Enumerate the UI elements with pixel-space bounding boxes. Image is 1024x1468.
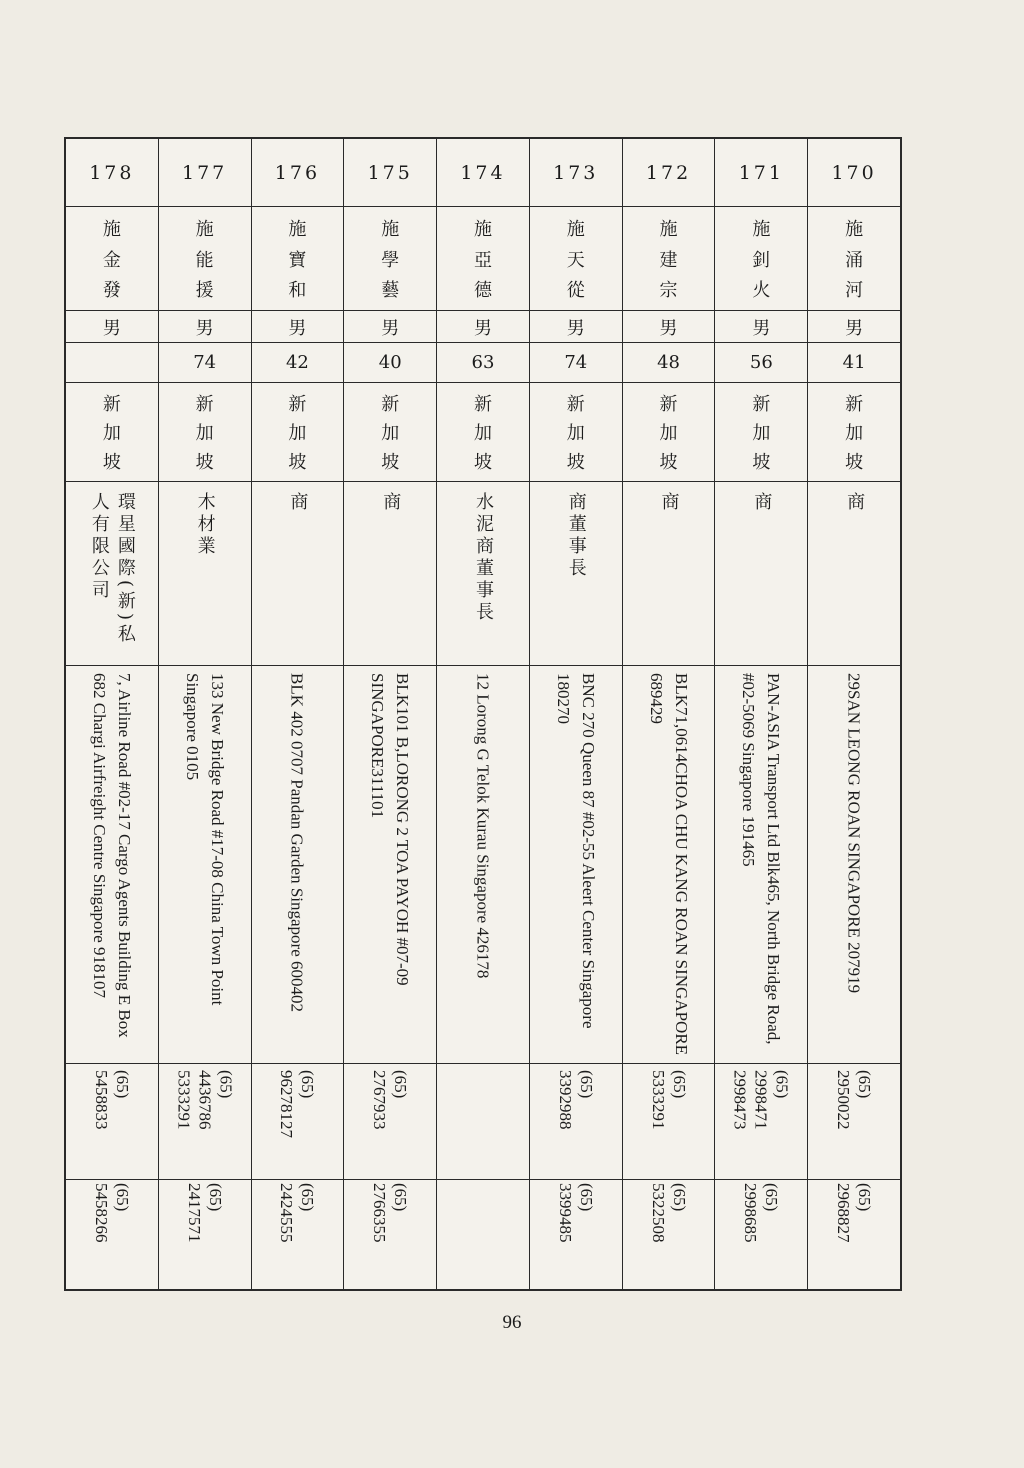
- name-cell: [808, 207, 900, 311]
- age-cell: [623, 343, 715, 383]
- nationality-char: 新: [659, 394, 678, 415]
- occupation: 商: [751, 492, 773, 514]
- occupation: 商: [380, 492, 402, 514]
- name-char: 亞: [473, 249, 492, 271]
- nationality-char: 坡: [288, 452, 307, 473]
- record-number: 176: [274, 161, 321, 184]
- name-char: 寶: [288, 249, 307, 271]
- phone: (65) 5333291: [648, 1069, 689, 1129]
- name-char: 能: [195, 249, 214, 271]
- nationality-char: 加: [102, 423, 121, 444]
- nationality-cell: [808, 383, 900, 482]
- address-cell: [159, 666, 251, 1064]
- sex-cell: [159, 311, 251, 343]
- nationality-char: 坡: [659, 452, 678, 473]
- record-number-cell: [252, 139, 344, 207]
- address: 12 Lorong G Telok Kurau Singapore 426178: [473, 672, 493, 978]
- phone: (65) 5458833: [91, 1069, 132, 1129]
- record-column: [529, 139, 622, 1289]
- nationality-cell: [530, 383, 622, 482]
- record-column: [807, 139, 900, 1289]
- fax-cell: [623, 1180, 715, 1289]
- address-cell: [252, 666, 344, 1064]
- address: BLK71,0614CHOA CHU KANG ROAN SINGAPORE 689429: [646, 672, 691, 1055]
- record-number-cell: [715, 139, 807, 207]
- sex: 男: [102, 317, 121, 339]
- nationality-cell: [715, 383, 807, 482]
- record-number-cell: [344, 139, 436, 207]
- record-column: [343, 139, 436, 1289]
- name-char: 藝: [381, 279, 400, 301]
- address: 7, Airline Road #02-17 Cargo Agents Building E Box 682 Chargi Airfreight Centre Singapore 918107: [89, 672, 134, 1038]
- name-char: 河: [845, 279, 864, 301]
- record-number-cell: [808, 139, 900, 207]
- name-cell: [66, 207, 158, 311]
- age-cell: [159, 343, 251, 383]
- fax: (65) 5322508: [648, 1182, 689, 1242]
- phone: (65) 2950022: [834, 1069, 875, 1129]
- occupation-cell: [344, 482, 436, 666]
- nationality-char: 新: [195, 394, 214, 415]
- nationality-char: 加: [845, 423, 864, 444]
- age: 40: [378, 352, 402, 373]
- name-cell: [159, 207, 251, 311]
- age-cell: [437, 343, 529, 383]
- record-number: 177: [182, 161, 228, 184]
- name-char: 發: [102, 279, 121, 301]
- address: PAN-ASIA Transport Ltd Blk465, North Bridge Road, #02-5069 Singapore 191465: [739, 672, 784, 1045]
- record-number: 175: [367, 161, 413, 184]
- sex-cell: [252, 311, 344, 343]
- name-char: 施: [195, 219, 214, 241]
- member-table: [64, 137, 902, 1291]
- phone-cell: [808, 1064, 900, 1180]
- occupation-cell: [252, 482, 344, 666]
- sex-cell: [344, 311, 436, 343]
- sex-cell: [623, 311, 715, 343]
- phone-cell: [715, 1064, 807, 1180]
- record-column: [66, 139, 158, 1289]
- nationality-cell: [159, 383, 251, 482]
- name-char: 涌: [845, 249, 864, 271]
- page-number: 96: [502, 1312, 522, 1333]
- phone-cell: [66, 1064, 158, 1180]
- nationality-char: 新: [102, 394, 121, 415]
- address-cell: [344, 666, 436, 1064]
- fax: (65) 3399485: [555, 1182, 596, 1242]
- fax-cell: [715, 1180, 807, 1289]
- nationality-cell: [66, 383, 158, 482]
- name-char: 施: [845, 219, 864, 241]
- address: BNC 270 Queen 87 #02-55 Aleert Center Singapore 180270: [553, 672, 598, 1029]
- fax: (65) 2968827: [834, 1182, 875, 1242]
- occupation: 水泥商董事長: [472, 492, 494, 624]
- nationality-char: 新: [566, 394, 585, 415]
- nationality-char: 加: [381, 423, 400, 444]
- nationality-char: 坡: [566, 452, 585, 473]
- name-cell: [437, 207, 529, 311]
- name-char: 建: [659, 249, 678, 271]
- occupation-cell: [530, 482, 622, 666]
- occupation: 商: [658, 492, 680, 514]
- occupation: 商: [844, 492, 866, 514]
- address-cell: [715, 666, 807, 1064]
- name-char: 施: [752, 219, 771, 241]
- record-number: 178: [89, 161, 135, 184]
- occupation-cell: [623, 482, 715, 666]
- name-char: 釗: [752, 249, 771, 271]
- age-cell: [530, 343, 622, 383]
- nationality-char: 加: [566, 423, 585, 444]
- name-char: 金: [102, 249, 121, 271]
- sex: 男: [381, 317, 400, 339]
- phone: (65) 96278127: [277, 1069, 318, 1138]
- age-cell: [66, 343, 158, 383]
- age: 42: [285, 352, 309, 373]
- record-number: 171: [738, 161, 784, 184]
- address-cell: [623, 666, 715, 1064]
- nationality-cell: [437, 383, 529, 482]
- nationality-char: 新: [752, 394, 771, 415]
- name-char: 施: [659, 219, 678, 241]
- record-column: [622, 139, 715, 1289]
- address-cell: [530, 666, 622, 1064]
- address-cell: [437, 666, 529, 1064]
- nationality-char: 加: [288, 423, 307, 444]
- phone: (65) 3392988: [555, 1069, 596, 1129]
- sex: 男: [566, 317, 585, 339]
- name-char: 施: [566, 219, 585, 241]
- record-number-cell: [437, 139, 529, 207]
- age: 63: [471, 352, 495, 373]
- name-char: 宗: [659, 279, 678, 301]
- nationality-char: 新: [288, 394, 307, 415]
- record-column: [436, 139, 529, 1289]
- fax-cell: [437, 1180, 529, 1289]
- fax: (65) 2766355: [370, 1182, 411, 1242]
- name-char: 援: [195, 279, 214, 301]
- record-number: 170: [831, 161, 877, 184]
- fax-cell: [530, 1180, 622, 1289]
- age: 74: [193, 352, 217, 373]
- phone-cell: [530, 1064, 622, 1180]
- nationality-cell: [344, 383, 436, 482]
- name-char: 施: [288, 219, 307, 241]
- phone: (65) 2998471 2998473: [730, 1069, 792, 1129]
- record-number: 173: [553, 161, 599, 184]
- name-char: 從: [566, 279, 585, 301]
- fax-cell: [808, 1180, 900, 1289]
- fax-cell: [159, 1180, 251, 1289]
- phone-cell: [344, 1064, 436, 1180]
- record-column: [158, 139, 251, 1289]
- phone-cell: [159, 1064, 251, 1180]
- address: BLK101 B,LORONG 2 TOA PAYOH #07-09 SINGAPORE311101: [368, 672, 413, 986]
- nationality-char: 坡: [752, 452, 771, 473]
- name-char: 和: [288, 279, 307, 301]
- name-char: 天: [566, 249, 585, 271]
- name-cell: [530, 207, 622, 311]
- record-number-cell: [623, 139, 715, 207]
- name-cell: [344, 207, 436, 311]
- name-cell: [252, 207, 344, 311]
- record-number-cell: [159, 139, 251, 207]
- fax: (65) 5458266: [91, 1182, 132, 1242]
- age-cell: [344, 343, 436, 383]
- nationality-cell: [623, 383, 715, 482]
- nationality-char: 坡: [845, 452, 864, 473]
- phone: (65) 2767933: [370, 1069, 411, 1129]
- age-cell: [252, 343, 344, 383]
- occupation: 商: [287, 492, 309, 514]
- sex: 男: [752, 317, 771, 339]
- nationality-char: 坡: [381, 452, 400, 473]
- occupation-cell: [159, 482, 251, 666]
- occupation-cell: [808, 482, 900, 666]
- address: 133 New Bridge Road #17-08 China Town Point Singapore 0105: [182, 672, 227, 1005]
- name-char: 施: [102, 219, 121, 241]
- occupation: 木材業: [194, 492, 216, 558]
- nationality-cell: [252, 383, 344, 482]
- sex-cell: [66, 311, 158, 343]
- nationality-char: 新: [473, 394, 492, 415]
- record-number: 174: [460, 161, 506, 184]
- fax: (65) 2424555: [277, 1182, 318, 1242]
- name-char: 施: [381, 219, 400, 241]
- phone-cell: [623, 1064, 715, 1180]
- name-cell: [715, 207, 807, 311]
- fax: (65) 2998685: [741, 1182, 782, 1242]
- sex-cell: [808, 311, 900, 343]
- nationality-char: 坡: [102, 452, 121, 473]
- address-cell: [808, 666, 900, 1064]
- record-number: 172: [645, 161, 692, 184]
- age: 41: [842, 352, 866, 373]
- name-char: 火: [752, 279, 771, 301]
- fax: (65) 2417571: [184, 1182, 225, 1242]
- sex: 男: [845, 317, 864, 339]
- address: BLK 402 0707 Pandan Garden Singapore 600402: [287, 672, 307, 1012]
- name-char: 學: [381, 249, 400, 271]
- record-column: [251, 139, 344, 1289]
- phone-cell: [437, 1064, 529, 1180]
- age: 56: [749, 352, 773, 373]
- name-char: 德: [473, 279, 492, 301]
- age-cell: [715, 343, 807, 383]
- nationality-char: 加: [752, 423, 771, 444]
- age: 74: [564, 352, 588, 373]
- nationality-char: 加: [659, 423, 678, 444]
- record-number-cell: [530, 139, 622, 207]
- sex: 男: [195, 317, 214, 339]
- sex: 男: [659, 317, 678, 339]
- occupation-cell: [66, 482, 158, 666]
- nationality-char: 新: [381, 394, 400, 415]
- nationality-char: 加: [473, 423, 492, 444]
- record-column: [714, 139, 807, 1289]
- age: 48: [657, 352, 680, 373]
- fax-cell: [252, 1180, 344, 1289]
- age-cell: [808, 343, 900, 383]
- phone: (65) 4436786 5333291: [174, 1069, 236, 1129]
- occupation: 環星國際(新)私人有限公司: [88, 492, 136, 647]
- nationality-char: 坡: [195, 452, 214, 473]
- name-char: 施: [473, 219, 492, 241]
- age: [66, 343, 158, 382]
- name-cell: [623, 207, 715, 311]
- phone-cell: [252, 1064, 344, 1180]
- address: 29SAN LEONG ROAN SINGAPORE 207919: [844, 672, 864, 993]
- nationality-char: 加: [195, 423, 214, 444]
- sex: 男: [288, 317, 307, 339]
- fax-cell: [344, 1180, 436, 1289]
- fax-cell: [66, 1180, 158, 1289]
- address-cell: [66, 666, 158, 1064]
- occupation-cell: [715, 482, 807, 666]
- sex-cell: [437, 311, 529, 343]
- sex: 男: [473, 317, 492, 339]
- record-number-cell: [66, 139, 158, 207]
- sex-cell: [530, 311, 622, 343]
- occupation: 商董事長: [565, 492, 587, 580]
- nationality-char: 坡: [473, 452, 492, 473]
- sex-cell: [715, 311, 807, 343]
- nationality-char: 新: [845, 394, 864, 415]
- occupation-cell: [437, 482, 529, 666]
